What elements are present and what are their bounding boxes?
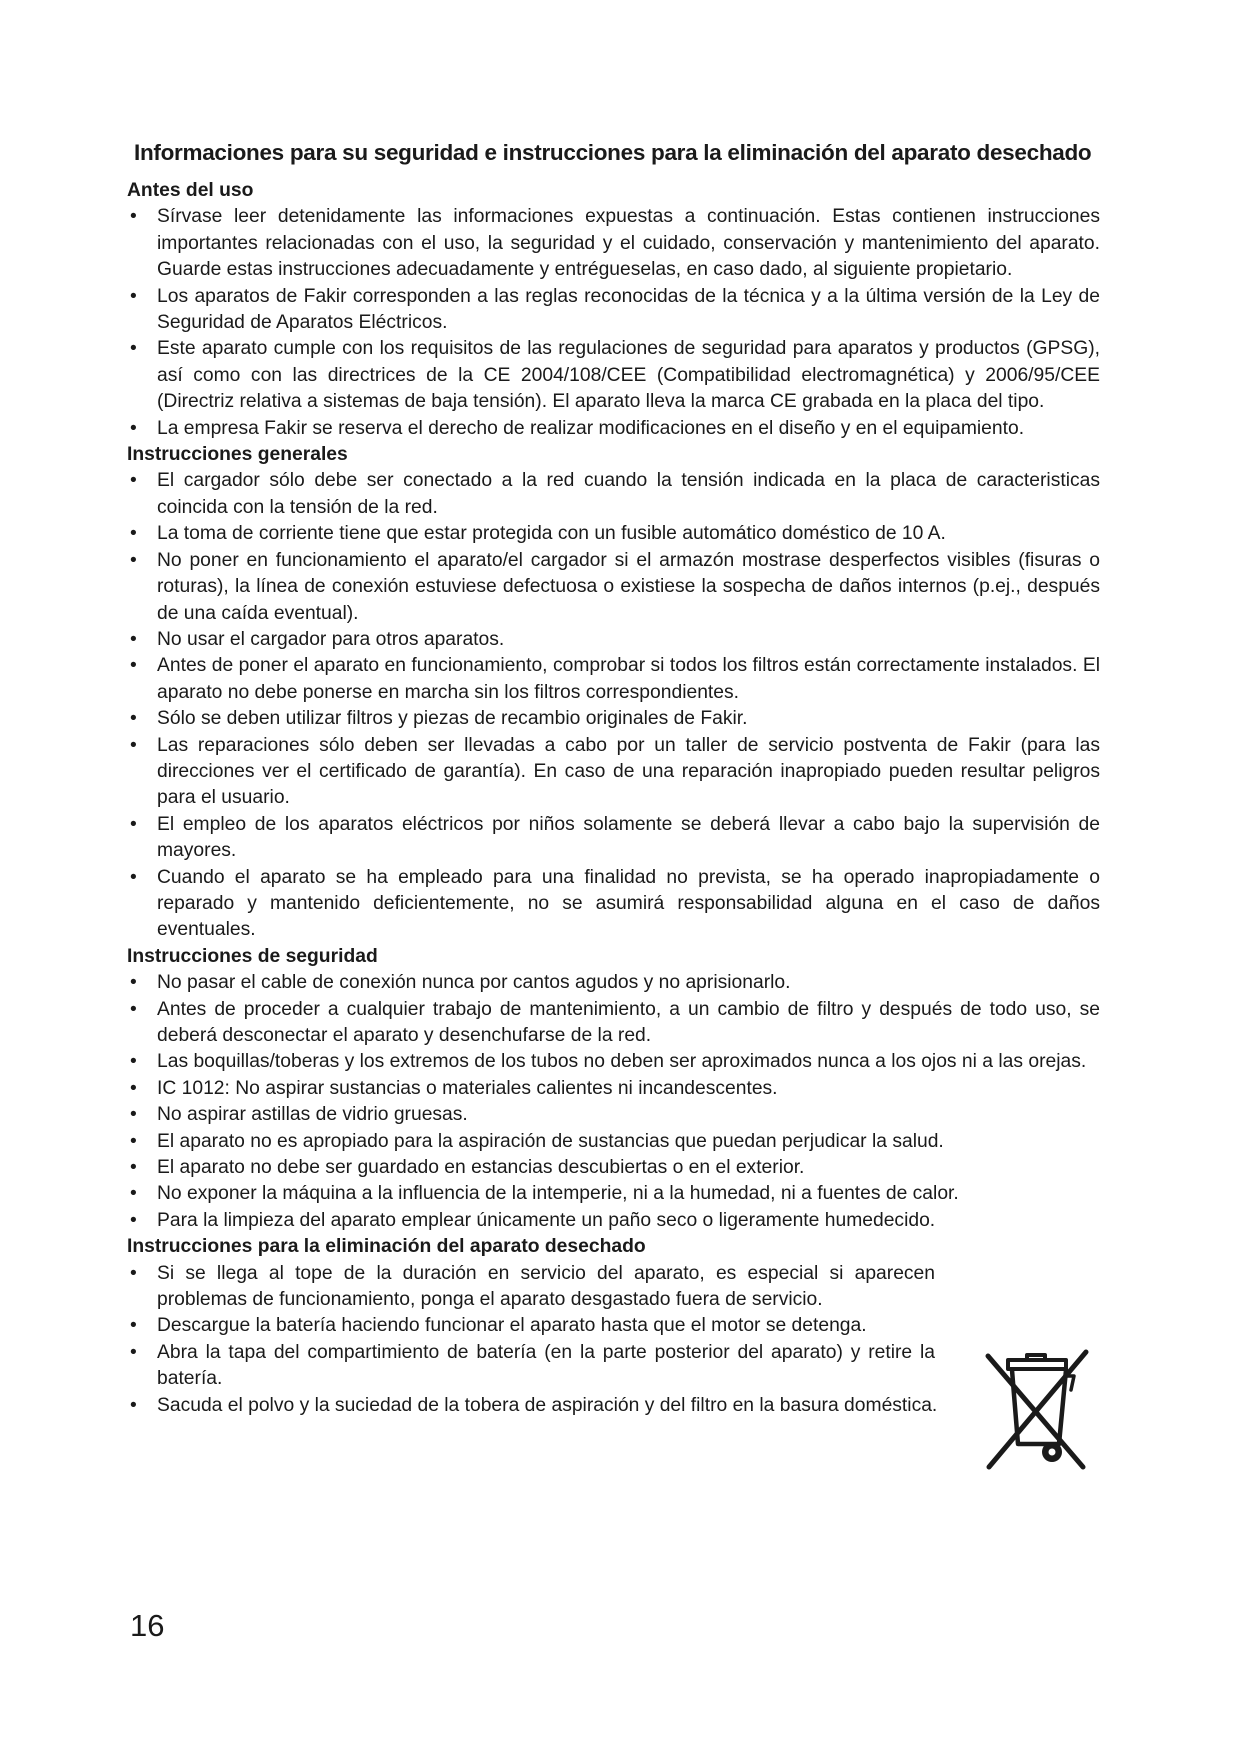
list-item: • Las boquillas/toberas y los extremos de los tubos no deben ser aproximados nunca a los ojos ni a las orejas. [127,1049,1100,1075]
page-title: Informaciones para su seguridad e instrucciones para la eliminación del aparato desechado [134,140,1092,165]
list-item: • Sacuda el polvo y la suciedad de la tobera de aspiración y del filtro en la basura doméstica. [127,1393,1100,1419]
bullet-list [127,970,1100,1234]
list-item: • Descargue la batería haciendo funcionar el aparato hasta que el motor se detenga. [127,1313,935,1339]
list-item: • La empresa Fakir se reserva el derecho de realizar modificaciones en el diseño y en el equipamiento. [127,416,1100,442]
list-item: • El empleo de los aparatos eléctricos por niños solamente se deberá llevar a cabo bajo la supervisión de mayores. [127,812,1100,865]
list-item: • Antes de proceder a cualquier trabajo de mantenimiento, a un cambio de filtro y después de todo uso, se deberá desconectar el aparato y desenchufarse de la red. [127,997,1100,1050]
list-item: • No poner en funcionamiento el aparato/el cargador si el armazón mostrase desperfectos visibles (fisuras o roturas), la línea de conexión estuviese defectuosa o existiese la sospecha de daños internos (p.ej., después de una caída eventual). [127,548,1100,627]
list-item: • El aparato no debe ser guardado en estancias descubiertas o en el exterior. [127,1155,1100,1181]
page-number: 16 [130,1608,165,1643]
bullet-list [127,468,1100,943]
section-heading: Instrucciones para la eliminación del aparato desechado [127,1236,646,1258]
bullet-list [127,1261,1100,1419]
list-item: • La toma de corriente tiene que estar protegida con un fusible automático doméstico de 10 A. [127,521,1100,547]
list-item: • El aparato no es apropiado para la aspiración de sustancias que puedan perjudicar la salud. [127,1129,1100,1155]
list-item: • Abra la tapa del compartimiento de batería (en la parte posterior del aparato) y retire la batería. [127,1340,935,1393]
list-item: • No aspirar astillas de vidrio gruesas. [127,1102,1100,1128]
list-item: • Antes de poner el aparato en funcionamiento, comprobar si todos los filtros están correctamente instalados. El aparato no debe ponerse en marcha sin los filtros correspondientes. [127,653,1100,706]
section-disposal-instructions [127,1234,1100,1419]
list-item: • Este aparato cumple con los requisitos de las regulaciones de seguridad para aparatos y productos (GPSG), así como con las directrices de la CE 2004/108/CEE (Compatibilidad electromagnética) y 2006/95/CEE (Directriz relativa a sistemas de baja tensión). El aparato lleva la marca CE grabada en la placa del tipo. [127,336,1100,415]
bullet-list [127,204,1100,442]
list-item: • No pasar el cable de conexión nunca por cantos agudos y no aprisionarlo. [127,970,1100,996]
list-item: • Sólo se deben utilizar filtros y piezas de recambio originales de Fakir. [127,706,1100,732]
section-general-instructions [127,442,1100,944]
crossed-out-wheelie-bin-icon [975,1342,1097,1477]
section-heading: Antes del uso [127,180,254,201]
list-item: • Para la limpieza del aparato emplear únicamente un paño seco o ligeramente humedecido. [127,1208,1100,1234]
document-body [127,178,1100,1419]
section-heading: Instrucciones generales [127,444,348,466]
list-item: • IC 1012: No aspirar sustancias o materiales calientes ni incandescentes. [127,1076,1100,1102]
list-item: • Sírvase leer detenidamente las informaciones expuestas a continuación. Estas contienen instrucciones importantes relacionadas con el uso, la seguridad y el cuidado, conservación y mantenimiento del aparato. Guarde estas instrucciones adecuadamente y entrégueselas, en caso dado, al siguiente propietario. [127,204,1100,283]
list-item: • Las reparaciones sólo deben ser llevadas a cabo por un taller de servicio postventa de Fakir (para las direcciones ver el certificado de garantía). En caso de una reparación inapropiado pueden resultar peligros para el usuario. [127,733,1100,812]
list-item: • No usar el cargador para otros aparatos. [127,627,1100,653]
section-heading: Instrucciones de seguridad [127,945,378,967]
section-before-use [127,178,1100,442]
list-item: • Si se llega al tope de la duración en servicio del aparato, es especial si aparecen problemas de funcionamiento, ponga el aparato desgastado fuera de servicio. [127,1261,935,1314]
section-safety-instructions [127,944,1100,1234]
list-item: • Cuando el aparato se ha empleado para una finalidad no prevista, se ha operado inapropiadamente o reparado y mantenido deficientemente, no se asumirá responsabilidad alguna en el caso de daños eventuales. [127,865,1100,944]
list-item: • No exponer la máquina a la influencia de la intemperie, ni a la humedad, ni a fuentes de calor. [127,1181,1100,1207]
list-item: • Los aparatos de Fakir corresponden a las reglas reconocidas de la técnica y a la última versión de la Ley de Seguridad de Aparatos Eléctricos. [127,284,1100,337]
list-item: • El cargador sólo debe ser conectado a la red cuando la tensión indicada en la placa de caracteristicas coincida con la tensión de la red. [127,468,1100,521]
